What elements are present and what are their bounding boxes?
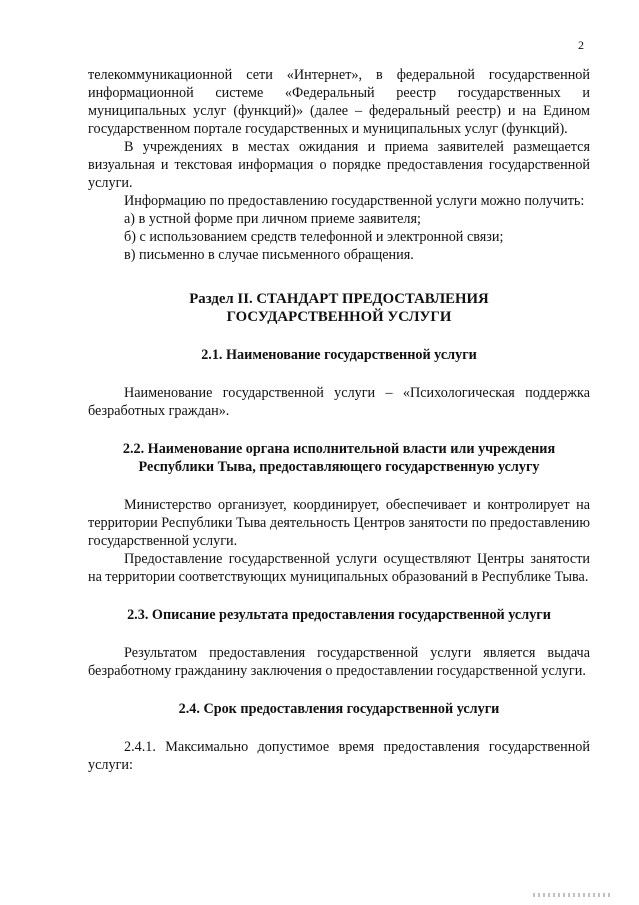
subsection-2-1-title: 2.1. Наименование государственной услуги — [201, 347, 477, 363]
paragraph-continuation: телекоммуникационной сети «Интернет», в федеральной государственной информационной системе «Федеральный реестр государственных и муниципальных услуг (функций)» (далее – федеральный реестр) и на Едином государственном портале государственных и муниципальных услуг (функций). — [88, 67, 590, 137]
section-title — [88, 290, 590, 326]
subsection-2-2-title-line2: Республики Тыва, предоставляющего государственную услугу — [138, 459, 540, 475]
subsection-2-4-text: 2.4.1. Максимально допустимое время предоставления государственной услуги: — [88, 739, 590, 773]
document-body — [88, 66, 590, 774]
subsection-2-2-text2: Предоставление государственной услуги осуществляют Центры занятости на территории соответствующих муниципальных образований в Республике Тыва. — [88, 551, 590, 585]
list-item-written: в) письменно в случае письменного обращения. — [124, 247, 414, 263]
section-title-line1: Раздел II. СТАНДАРТ ПРЕДОСТАВЛЕНИЯ — [189, 291, 489, 307]
subsection-2-3-title: 2.3. Описание результата предоставления государственной услуги — [127, 607, 551, 623]
scan-artifact — [533, 893, 613, 897]
list-item-phone: б) с использованием средств телефонной и электронной связи; — [124, 229, 504, 245]
section-title-line2: ГОСУДАРСТВЕННОЙ УСЛУГИ — [226, 309, 452, 325]
paragraph-info-sources: Информацию по предоставлению государственной услуги можно получить: — [124, 193, 585, 209]
paragraph-info-placement: В учреждениях в местах ожидания и приема заявителей размещается визуальная и текстовая информация о порядке предоставления государственной услуги. — [88, 139, 590, 191]
list-item-oral: а) в устной форме при личном приеме заявителя; — [124, 211, 421, 227]
subsection-2-4-title: 2.4. Срок предоставления государственной услуги — [178, 701, 500, 717]
subsection-2-1-text: Наименование государственной услуги – «Психологическая поддержка безработных граждан». — [88, 385, 590, 419]
subsection-2-2-title — [88, 440, 590, 476]
subsection-2-2-text1: Министерство организует, координирует, обеспечивает и контролирует на территории Республики Тыва деятельность Центров занятости по предоставлению государственной услуги. — [88, 497, 590, 549]
page-number: 2 — [578, 38, 584, 52]
subsection-2-3-text: Результатом предоставления государственной услуги является выдача безработному гражданину заключения о предоставлении государственной услуги. — [88, 645, 590, 679]
subsection-2-2-title-line1: 2.2. Наименование органа исполнительной власти или учреждения — [122, 441, 556, 457]
